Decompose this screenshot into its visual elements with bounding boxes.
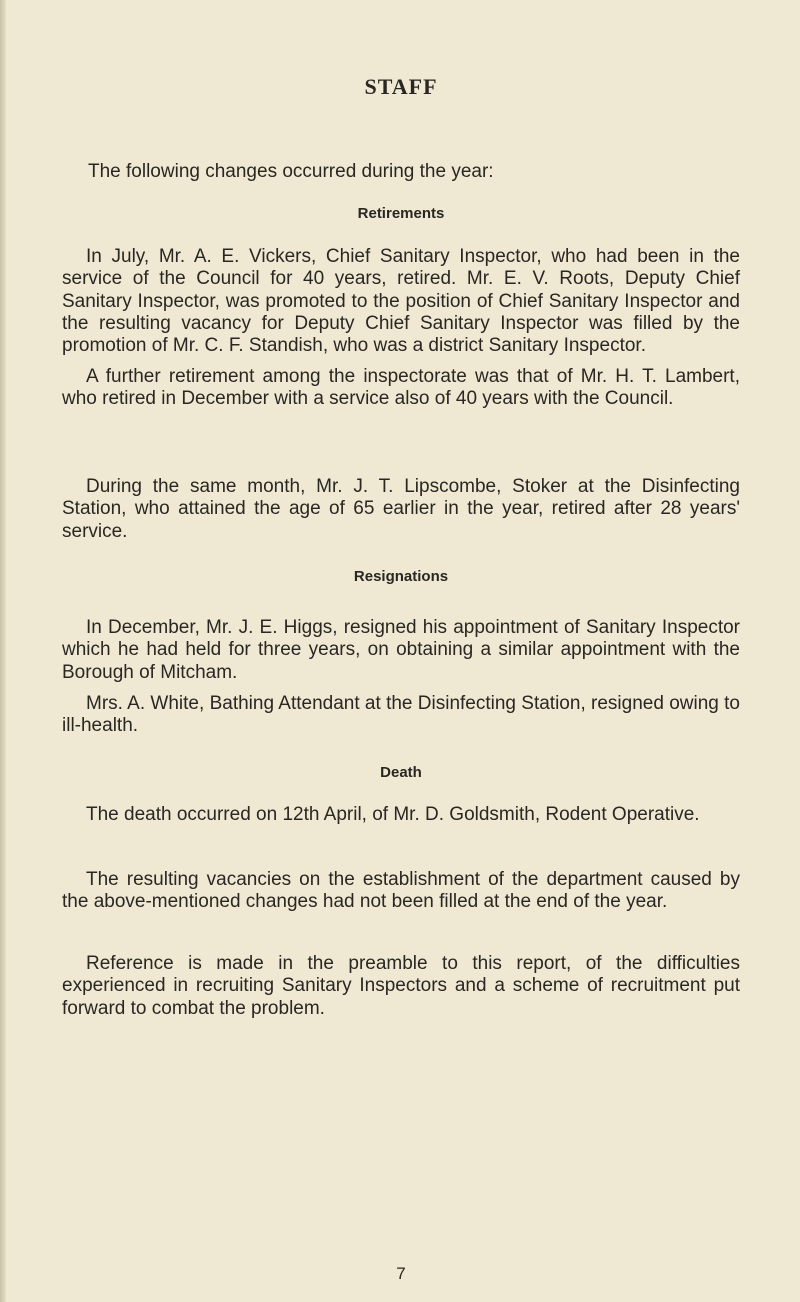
- resignations-paragraph-2: Mrs. A. White, Bathing Attendant at the Disinfecting Station, resigned owing to ill-health.: [62, 693, 740, 737]
- retirements-heading: Retirements: [357, 205, 445, 222]
- resignations-paragraph-1: In December, Mr. J. E. Higgs, resigned his appointment of Sanitary Inspector which he had held for three years, on obtaining a similar appointment with the Borough of Mitcham.: [62, 617, 740, 683]
- death-paragraph-2: The resulting vacancies on the establishment of the department caused by the above-mentioned changes had not been filled at the end of the year.: [62, 869, 740, 913]
- death-paragraph-1: The death occurred on 12th April, of Mr. D. Goldsmith, Rodent Operative.: [86, 804, 700, 825]
- retirements-paragraph-2: A further retirement among the inspectorate was that of Mr. H. T. Lambert, who retired in December with a service also of 40 years with the Council.: [62, 366, 740, 410]
- page-edge: [0, 0, 6, 1302]
- retirements-paragraph-3: During the same month, Mr. J. T. Lipscombe, Stoker at the Disinfecting Station, who attained the age of 65 earlier in the year, retired after 28 years' service.: [62, 476, 740, 542]
- page-title: STAFF: [364, 74, 438, 99]
- resignations-heading: Resignations: [353, 568, 449, 585]
- retirements-paragraph-1: In July, Mr. A. E. Vickers, Chief Sanitary Inspector, who had been in the service of the Council for 40 years, retired. Mr. E. V. Roots, Deputy Chief Sanitary Inspector, was promoted to the position of Chief Sanitary Inspector and the resulting vacancy for Deputy Chief Sanitary Inspector was filled by the promotion of Mr. C. F. Standish, who was a district Sanitary Inspector.: [62, 246, 740, 357]
- page-number: 7: [396, 1264, 406, 1283]
- death-paragraph-3: Reference is made in the preamble to this report, of the difficulties experienced in recruiting Sanitary Inspectors and a scheme of recruitment put forward to combat the problem.: [62, 953, 740, 1019]
- death-heading: Death: [380, 764, 422, 781]
- intro-text: The following changes occurred during the year:: [88, 161, 494, 182]
